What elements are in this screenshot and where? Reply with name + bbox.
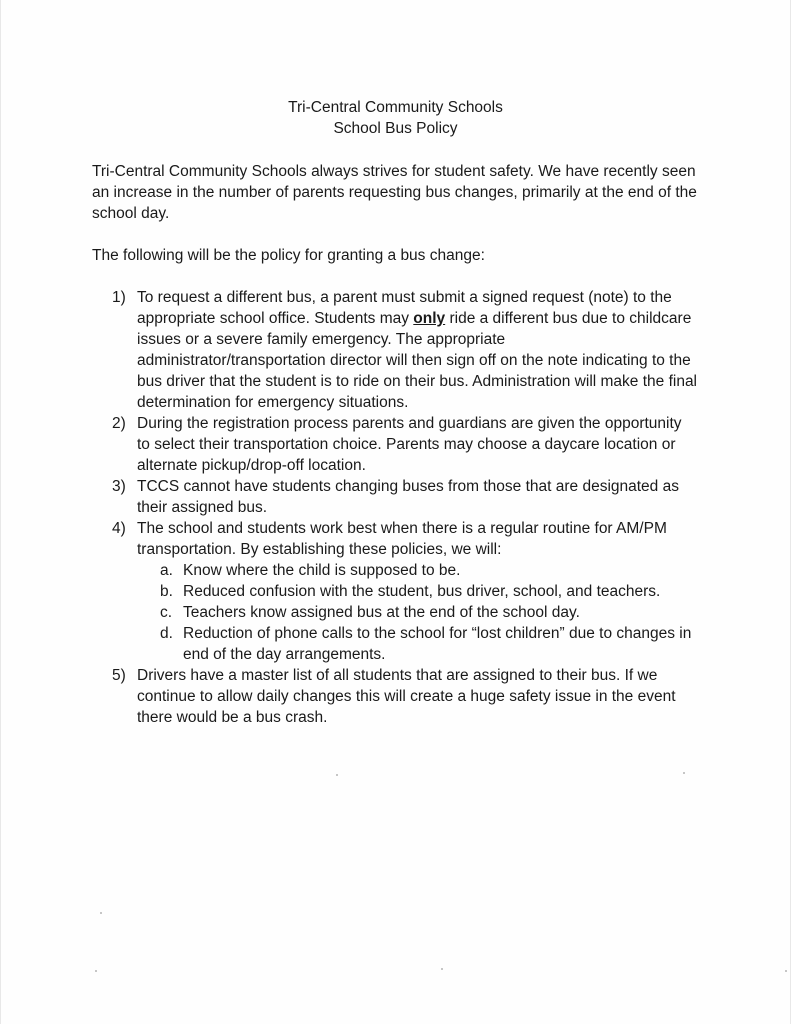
document-header (0, 97, 791, 139)
scan-speck (336, 774, 338, 776)
policy-subitem-text: Teachers know assigned bus at the end of the school day. (183, 604, 580, 621)
policy-item-number: 1) (112, 289, 126, 306)
policy-item-text: Drivers have a master list of all students that are assigned to their bus. If we continue to allow daily changes this will create a huge safety issue in the event there would be a bus crash. (137, 667, 676, 726)
scan-speck (100, 912, 102, 914)
policy-subitem-a (137, 560, 695, 581)
policy-item-text-after: ride a different bus due to childcare issues or a severe family emergency. The appropriate administrator/transportation director will then sign off on the note indicating to the bus driver that the student is to ride on their bus. Administration will make the final determination for emergency situations. (137, 310, 698, 411)
policy-subitem-c (137, 602, 695, 623)
scan-speck (785, 970, 787, 972)
policy-item-number: 5) (112, 667, 126, 684)
scan-speck (95, 970, 97, 972)
policy-item-text: The school and students work best when there is a regular routine for AM/PM transportation. By establishing these policies, we will: (137, 520, 667, 558)
policy-subitem-letter: d. (160, 625, 173, 642)
scan-speck (441, 968, 443, 970)
scan-speck (683, 772, 685, 774)
policy-item-text: During the registration process parents and guardians are given the opportunity to select their transportation choice. Parents may choose a daycare location or alternate pickup/drop-off location. (137, 415, 682, 474)
policy-item-4 (0, 518, 697, 665)
policy-subitem-b (137, 581, 695, 602)
policy-item-1 (0, 287, 697, 413)
policy-subitem-letter: b. (160, 583, 173, 600)
policy-item-5 (0, 665, 697, 728)
policy-item-2 (0, 413, 697, 476)
policy-subitem-text: Reduced confusion with the student, bus driver, school, and teachers. (183, 583, 661, 600)
policy-subitem-letter: a. (160, 562, 173, 579)
policy-item-number: 3) (112, 478, 126, 495)
document-title: Tri-Central Community Schools (288, 99, 503, 116)
policy-subitem-text: Know where the child is supposed to be. (183, 562, 461, 579)
policy-item-number: 4) (112, 520, 126, 537)
policy-item-text-before: To request a different bus, a parent must submit a signed request (note) to the appropriate school office. Students may (137, 289, 672, 327)
policy-item-3 (0, 476, 697, 518)
policy-sublist (137, 560, 697, 665)
document-subtitle: School Bus Policy (333, 120, 458, 137)
policy-list (0, 287, 791, 728)
policy-item-text (137, 289, 697, 411)
policy-lead-paragraph: The following will be the policy for granting a bus change: (92, 247, 485, 264)
policy-subitem-letter: c. (160, 604, 173, 621)
policy-item-number: 2) (112, 415, 126, 432)
policy-item-text: TCCS cannot have students changing buses from those that are designated as their assigned bus. (137, 478, 679, 516)
intro-paragraph: Tri-Central Community Schools always strives for student safety. We have recently seen an increase in the number of parents requesting bus changes, primarily at the end of the school day. (92, 163, 697, 222)
policy-subitem-d (137, 623, 695, 665)
emphasis-only: only (413, 310, 446, 327)
policy-subitem-text: Reduction of phone calls to the school for “lost children” due to changes in end of the day arrangements. (183, 625, 692, 663)
